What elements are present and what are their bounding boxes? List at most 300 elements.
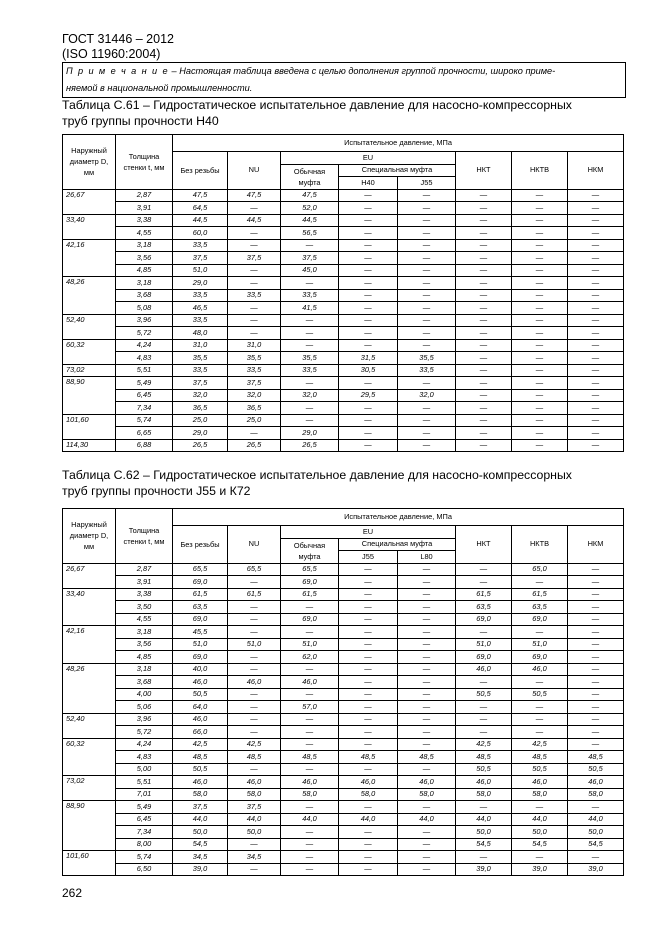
- pressure-cell: 66,0: [173, 726, 228, 739]
- table1-title: [62, 97, 632, 129]
- pressure-cell: —: [228, 651, 281, 664]
- pressure-cell: 69,0: [173, 613, 228, 626]
- head-special-2: L80: [398, 551, 456, 564]
- pressure-cell: 58,0: [339, 788, 398, 801]
- table-row: [63, 863, 624, 876]
- pressure-cell: —: [398, 563, 456, 576]
- pressure-cell: —: [339, 638, 398, 651]
- pressure-cell: —: [398, 651, 456, 664]
- wall-cell: 4,85: [116, 651, 173, 664]
- pressure-cell: 50,0: [568, 826, 624, 839]
- table-row: [63, 277, 624, 290]
- pressure-cell: 51,0: [173, 264, 228, 277]
- pressure-cell: 44,5: [173, 214, 228, 227]
- table-row: [63, 264, 624, 277]
- pressure-cell: —: [456, 327, 512, 340]
- wall-cell: 4,55: [116, 613, 173, 626]
- pressure-cell: 61,5: [281, 588, 339, 601]
- note-label: П р и м е ч а н и е: [66, 66, 169, 76]
- pressure-cell: 32,0: [228, 389, 281, 402]
- pressure-cell: —: [456, 851, 512, 864]
- table-row: [63, 801, 624, 814]
- pressure-cell: 46,0: [173, 676, 228, 689]
- pressure-cell: —: [568, 688, 624, 701]
- pressure-cell: 69,0: [281, 613, 339, 626]
- pressure-cell: —: [568, 414, 624, 427]
- table-row: [63, 252, 624, 265]
- pressure-cell: —: [339, 289, 398, 302]
- pressure-cell: 46,0: [173, 713, 228, 726]
- pressure-cell: —: [339, 277, 398, 290]
- pressure-cell: —: [228, 863, 281, 876]
- pressure-cell: —: [512, 202, 568, 215]
- pressure-cell: —: [398, 377, 456, 390]
- pressure-cell: —: [568, 214, 624, 227]
- wall-cell: 4,55: [116, 227, 173, 240]
- pressure-cell: —: [568, 676, 624, 689]
- pressure-cell: 69,0: [173, 576, 228, 589]
- pressure-cell: —: [339, 763, 398, 776]
- pressure-cell: —: [398, 676, 456, 689]
- pressure-cell: —: [456, 214, 512, 227]
- table-row: [63, 327, 624, 340]
- pressure-cell: —: [281, 626, 339, 639]
- pressure-cell: 48,5: [173, 751, 228, 764]
- pressure-cell: 46,0: [398, 776, 456, 789]
- pressure-cell: —: [398, 314, 456, 327]
- head-nkm: НКМ: [568, 526, 624, 564]
- pressure-cell: —: [339, 427, 398, 440]
- pressure-cell: 46,0: [228, 776, 281, 789]
- pressure-cell: —: [281, 801, 339, 814]
- pressure-cell: —: [568, 638, 624, 651]
- head-nu: NU: [228, 526, 281, 564]
- pressure-cell: —: [339, 252, 398, 265]
- pressure-cell: —: [228, 613, 281, 626]
- table-row: [63, 352, 624, 365]
- pressure-cell: 62,0: [281, 651, 339, 664]
- pressure-cell: —: [568, 277, 624, 290]
- pressure-cell: 34,5: [173, 851, 228, 864]
- pressure-cell: 42,5: [228, 738, 281, 751]
- pressure-cell: —: [456, 713, 512, 726]
- pressure-cell: —: [339, 688, 398, 701]
- wall-cell: 4,83: [116, 751, 173, 764]
- pressure-cell: —: [568, 626, 624, 639]
- pressure-cell: —: [281, 726, 339, 739]
- pressure-cell: —: [398, 713, 456, 726]
- doc-code: ГОСТ 31446 – 2012: [62, 32, 174, 46]
- pressure-cell: 56,5: [281, 227, 339, 240]
- pressure-cell: —: [456, 189, 512, 202]
- table-row: [63, 688, 624, 701]
- table2-title-line2: труб группы прочности J55 и К72: [62, 484, 251, 498]
- pressure-cell: —: [339, 202, 398, 215]
- pressure-cell: —: [398, 826, 456, 839]
- pressure-cell: —: [398, 726, 456, 739]
- pressure-cell: 44,0: [173, 813, 228, 826]
- pressure-cell: 37,5: [228, 801, 281, 814]
- table-row: [63, 813, 624, 826]
- pressure-cell: 50,0: [512, 826, 568, 839]
- pressure-cell: 33,5: [228, 364, 281, 377]
- pressure-cell: —: [339, 563, 398, 576]
- pressure-cell: —: [456, 676, 512, 689]
- pressure-cell: —: [398, 252, 456, 265]
- pressure-cell: —: [228, 239, 281, 252]
- pressure-cell: —: [228, 302, 281, 315]
- pressure-cell: —: [456, 701, 512, 714]
- pressure-cell: —: [339, 377, 398, 390]
- diameter-cell: 33,40: [63, 588, 116, 626]
- pressure-cell: 50,0: [456, 826, 512, 839]
- pressure-cell: —: [339, 851, 398, 864]
- wall-cell: 3,56: [116, 252, 173, 265]
- pressure-cell: —: [456, 402, 512, 415]
- pressure-cell: —: [281, 826, 339, 839]
- pressure-cell: —: [281, 688, 339, 701]
- table-row: [63, 239, 624, 252]
- pressure-cell: 31,0: [173, 339, 228, 352]
- table-row: [63, 663, 624, 676]
- wall-cell: 2,87: [116, 189, 173, 202]
- pressure-cell: 31,0: [228, 339, 281, 352]
- pressure-cell: —: [339, 439, 398, 452]
- pressure-cell: 37,5: [228, 377, 281, 390]
- pressure-cell: —: [281, 402, 339, 415]
- diameter-cell: 52,40: [63, 314, 116, 339]
- pressure-cell: 51,0: [456, 638, 512, 651]
- pressure-cell: —: [568, 302, 624, 315]
- pressure-cell: —: [228, 202, 281, 215]
- pressure-cell: —: [398, 801, 456, 814]
- pressure-cell: —: [512, 676, 568, 689]
- pressure-cell: 45,0: [281, 264, 339, 277]
- pressure-cell: —: [568, 252, 624, 265]
- pressure-cell: —: [568, 339, 624, 352]
- table-row: [63, 851, 624, 864]
- wall-cell: 6,88: [116, 439, 173, 452]
- pressure-cell: 50,5: [173, 688, 228, 701]
- pressure-cell: —: [339, 227, 398, 240]
- pressure-cell: 44,0: [398, 813, 456, 826]
- pressure-cell: —: [456, 302, 512, 315]
- pressure-cell: 51,0: [228, 638, 281, 651]
- pressure-cell: —: [228, 713, 281, 726]
- pressure-cell: —: [228, 601, 281, 614]
- diameter-cell: 26,67: [63, 189, 116, 214]
- pressure-cell: —: [281, 339, 339, 352]
- pressure-cell: 48,0: [173, 327, 228, 340]
- pressure-cell: 48,5: [398, 751, 456, 764]
- pressure-cell: 29,0: [173, 277, 228, 290]
- pressure-cell: 46,0: [173, 776, 228, 789]
- pressure-cell: —: [456, 576, 512, 589]
- wall-cell: 5,72: [116, 726, 173, 739]
- wall-cell: 7,34: [116, 402, 173, 415]
- pressure-cell: —: [228, 701, 281, 714]
- table-row: [63, 402, 624, 415]
- pressure-cell: —: [568, 352, 624, 365]
- pressure-cell: —: [512, 402, 568, 415]
- pressure-cell: —: [228, 227, 281, 240]
- pressure-cell: —: [512, 302, 568, 315]
- pressure-cell: —: [339, 189, 398, 202]
- wall-cell: 3,38: [116, 214, 173, 227]
- pressure-cell: 48,5: [228, 751, 281, 764]
- pressure-cell: —: [456, 414, 512, 427]
- pressure-cell: —: [339, 214, 398, 227]
- head-special: Специальная муфта: [339, 164, 456, 177]
- table-row: [63, 339, 624, 352]
- pressure-cell: 50,0: [228, 826, 281, 839]
- wall-cell: 2,87: [116, 563, 173, 576]
- pressure-cell: 31,5: [339, 352, 398, 365]
- wall-cell: 5,06: [116, 701, 173, 714]
- pressure-cell: —: [512, 427, 568, 440]
- head-special: Специальная муфта: [339, 538, 456, 551]
- table-row: [63, 364, 624, 377]
- pressure-cell: —: [568, 576, 624, 589]
- pressure-cell: —: [398, 638, 456, 651]
- pressure-cell: 44,0: [512, 813, 568, 826]
- pressure-cell: 33,5: [173, 289, 228, 302]
- table1: [62, 134, 624, 452]
- pressure-cell: —: [398, 601, 456, 614]
- note-box: [62, 62, 626, 98]
- pressure-cell: 29,0: [173, 427, 228, 440]
- wall-cell: 3,18: [116, 626, 173, 639]
- pressure-cell: —: [568, 202, 624, 215]
- pressure-cell: 33,5: [173, 239, 228, 252]
- pressure-cell: 69,0: [512, 651, 568, 664]
- pressure-cell: —: [568, 801, 624, 814]
- pressure-cell: —: [568, 613, 624, 626]
- wall-cell: 5,08: [116, 302, 173, 315]
- table-row: [63, 788, 624, 801]
- pressure-cell: —: [456, 339, 512, 352]
- diameter-cell: 60,32: [63, 339, 116, 364]
- pressure-cell: —: [568, 601, 624, 614]
- pressure-cell: 33,5: [398, 364, 456, 377]
- pressure-cell: —: [456, 202, 512, 215]
- table-row: [63, 214, 624, 227]
- pressure-cell: —: [398, 663, 456, 676]
- pressure-cell: —: [568, 713, 624, 726]
- wall-cell: 3,91: [116, 576, 173, 589]
- pressure-cell: —: [456, 801, 512, 814]
- pressure-cell: 42,5: [173, 738, 228, 751]
- pressure-cell: —: [398, 626, 456, 639]
- pressure-cell: —: [339, 402, 398, 415]
- pressure-cell: 50,5: [456, 763, 512, 776]
- pressure-cell: 46,0: [281, 776, 339, 789]
- pressure-cell: —: [339, 838, 398, 851]
- page-number: 262: [62, 886, 83, 900]
- pressure-cell: 58,0: [281, 788, 339, 801]
- pressure-cell: 52,0: [281, 202, 339, 215]
- pressure-cell: 54,5: [456, 838, 512, 851]
- wall-cell: 3,91: [116, 202, 173, 215]
- pressure-cell: 64,5: [173, 202, 228, 215]
- wall-cell: 3,38: [116, 588, 173, 601]
- pressure-cell: —: [228, 663, 281, 676]
- wall-cell: 7,01: [116, 788, 173, 801]
- pressure-cell: 37,5: [228, 252, 281, 265]
- doc-iso-code: (ISO 11960:2004): [62, 47, 161, 61]
- pressure-cell: —: [456, 289, 512, 302]
- pressure-cell: 25,0: [228, 414, 281, 427]
- pressure-cell: 54,5: [173, 838, 228, 851]
- pressure-cell: 61,5: [173, 588, 228, 601]
- wall-cell: 3,68: [116, 676, 173, 689]
- head-plain: Без резьбы: [173, 526, 228, 564]
- head-eu: EU: [281, 152, 456, 165]
- pressure-cell: 51,0: [512, 638, 568, 651]
- wall-cell: 3,68: [116, 289, 173, 302]
- table-row: [63, 389, 624, 402]
- table-row: [63, 776, 624, 789]
- table-row: [63, 826, 624, 839]
- table-row: [63, 701, 624, 714]
- pressure-cell: —: [339, 726, 398, 739]
- pressure-cell: 37,5: [173, 801, 228, 814]
- pressure-cell: 25,0: [173, 414, 228, 427]
- table-row: [63, 626, 624, 639]
- pressure-cell: 44,0: [456, 813, 512, 826]
- pressure-cell: —: [228, 626, 281, 639]
- pressure-cell: —: [568, 563, 624, 576]
- pressure-cell: —: [398, 202, 456, 215]
- pressure-cell: —: [568, 726, 624, 739]
- pressure-cell: 40,0: [173, 663, 228, 676]
- pressure-cell: —: [228, 427, 281, 440]
- pressure-cell: —: [398, 576, 456, 589]
- pressure-cell: —: [398, 302, 456, 315]
- pressure-cell: —: [339, 239, 398, 252]
- pressure-cell: —: [568, 189, 624, 202]
- pressure-cell: —: [568, 663, 624, 676]
- pressure-cell: —: [339, 576, 398, 589]
- pressure-cell: —: [398, 289, 456, 302]
- pressure-cell: 46,0: [228, 676, 281, 689]
- table-row: [63, 838, 624, 851]
- table1-title-line1: Таблица С.61 – Гидростатическое испытательное давление для насосно-компрессорных: [62, 98, 572, 112]
- table-row: [63, 377, 624, 390]
- pressure-cell: 58,0: [456, 788, 512, 801]
- table-row: [63, 576, 624, 589]
- head-diameter: Наружный диаметр D, мм: [63, 135, 116, 190]
- pressure-cell: 26,5: [173, 439, 228, 452]
- pressure-cell: —: [228, 264, 281, 277]
- pressure-cell: —: [568, 851, 624, 864]
- pressure-cell: 35,5: [281, 352, 339, 365]
- pressure-cell: —: [398, 439, 456, 452]
- pressure-cell: —: [512, 377, 568, 390]
- pressure-cell: 57,0: [281, 701, 339, 714]
- pressure-cell: 46,5: [173, 302, 228, 315]
- wall-cell: 5,51: [116, 364, 173, 377]
- table-row: [63, 713, 624, 726]
- pressure-cell: —: [512, 327, 568, 340]
- wall-cell: 3,18: [116, 277, 173, 290]
- wall-cell: 6,50: [116, 863, 173, 876]
- pressure-cell: —: [281, 663, 339, 676]
- wall-cell: 4,24: [116, 339, 173, 352]
- pressure-cell: —: [568, 377, 624, 390]
- head-diameter: Наружный диаметр D, мм: [63, 509, 116, 564]
- table-row: [63, 738, 624, 751]
- pressure-cell: 54,5: [568, 838, 624, 851]
- wall-cell: 6,65: [116, 427, 173, 440]
- pressure-cell: —: [568, 364, 624, 377]
- pressure-cell: 29,5: [339, 389, 398, 402]
- pressure-cell: —: [512, 851, 568, 864]
- wall-cell: 5,00: [116, 763, 173, 776]
- pressure-cell: —: [456, 726, 512, 739]
- pressure-cell: —: [398, 239, 456, 252]
- pressure-cell: —: [228, 726, 281, 739]
- pressure-cell: 69,0: [456, 651, 512, 664]
- pressure-cell: —: [512, 713, 568, 726]
- diameter-cell: 48,26: [63, 277, 116, 315]
- pressure-cell: 58,0: [173, 788, 228, 801]
- pressure-cell: 44,0: [281, 813, 339, 826]
- pressure-cell: —: [456, 427, 512, 440]
- table-row: [63, 189, 624, 202]
- pressure-cell: —: [228, 763, 281, 776]
- pressure-cell: —: [228, 327, 281, 340]
- table-row: [63, 751, 624, 764]
- pressure-cell: —: [512, 314, 568, 327]
- pressure-cell: 47,5: [173, 189, 228, 202]
- pressure-cell: 48,5: [456, 751, 512, 764]
- head-regular: Обычная муфта: [281, 164, 339, 189]
- pressure-cell: —: [568, 239, 624, 252]
- pressure-cell: 64,0: [173, 701, 228, 714]
- pressure-cell: —: [568, 289, 624, 302]
- wall-cell: 3,50: [116, 601, 173, 614]
- pressure-cell: 30,5: [339, 364, 398, 377]
- diameter-cell: 101,60: [63, 851, 116, 876]
- table-row: [63, 202, 624, 215]
- table-row: [63, 763, 624, 776]
- pressure-cell: 26,5: [228, 439, 281, 452]
- pressure-cell: 44,0: [568, 813, 624, 826]
- pressure-cell: —: [456, 264, 512, 277]
- pressure-cell: 61,5: [228, 588, 281, 601]
- head-nkt: НКТ: [456, 526, 512, 564]
- pressure-cell: —: [281, 277, 339, 290]
- head-special-2: J55: [398, 177, 456, 190]
- head-wall: Толщина стенки t, мм: [116, 135, 173, 190]
- pressure-cell: 44,5: [228, 214, 281, 227]
- pressure-cell: —: [398, 863, 456, 876]
- pressure-cell: —: [339, 738, 398, 751]
- table-row: [63, 676, 624, 689]
- pressure-cell: 42,5: [512, 738, 568, 751]
- pressure-cell: —: [512, 277, 568, 290]
- pressure-cell: 33,5: [281, 364, 339, 377]
- table-row: [63, 613, 624, 626]
- pressure-cell: 58,0: [512, 788, 568, 801]
- table-row: [63, 314, 624, 327]
- pressure-cell: 69,0: [281, 576, 339, 589]
- pressure-cell: —: [456, 389, 512, 402]
- note-line-2: няемой в национальной промышленности.: [66, 83, 253, 93]
- pressure-cell: —: [398, 277, 456, 290]
- diameter-cell: 73,02: [63, 776, 116, 801]
